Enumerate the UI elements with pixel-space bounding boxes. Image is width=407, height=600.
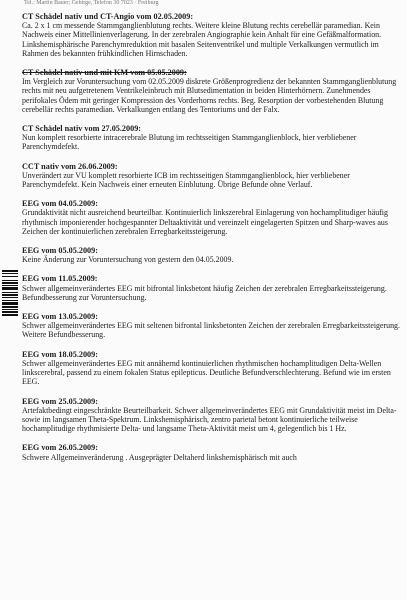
section-body: Grundaktivität nicht ausreichend beurteilbar. Kontinuierlich linkszerebral Einlagerung von hochamplitudiger häufig rhythmisch imponierender hochgespannter Deltaaktivität und vereinzelt eingelagerten Spitzen und Sharp-waves aus Zeichen der kontinuierlichen zerebralen Erregbarkeitssteigerung. xyxy=(22,208,388,236)
section-body: Ca. 2 x 1 cm messende Stammganglienblutung rechts. Weitere kleine Blutung rechts cerebellär paramedian. Kein Nachweis einer Mittellinienverlagerung. In der zerebralen Angiographie kein Anhalt für eine Gefäßmalformation. Linkshemisphärische Parenchymreduktion mit basalen Seitenventrikel und multiple Verkalkungen vermutlich im Rahmen des bekannten frühkindlichen Hirnschaden. xyxy=(22,21,382,58)
section-body: Unverändert zur VU komplett resorbierte ICB im rechtsseitigen Stammganglienblock, hier verbliebener Parenchymdefekt. Kein Nachweis einer erneuten Einblutung. Übrige Befunde ohne Verlauf. xyxy=(22,170,350,190)
section-heading: EEG vom 11.05.2009: xyxy=(22,274,98,284)
header-line: Tel.: Martin Bauer; Gebirge, Telefon 30 7023 · Freiburg xyxy=(24,0,159,6)
section-heading: EEG vom 26.05.2009: xyxy=(22,443,98,453)
report-section xyxy=(22,274,405,302)
report-section xyxy=(22,246,405,264)
section-body: Schwer allgemeinverändertes EEG mit seltenen bifrontal linksbetonten Zeichen der zerebralen Erregbarkeitssteigerung. Weitere Befundbesserung. xyxy=(22,321,400,340)
section-heading: CT Schädel nativ und CT-Angio vom 02.05.2009: xyxy=(22,12,194,21)
section-body: Schwere Allgemeinveränderung . Ausgeprägter Deltaherd linkshemisphärisch mit auch xyxy=(22,452,297,462)
report-section xyxy=(22,162,405,190)
section-body: Keine Änderung zur Voruntersuchung von gestern den 04.05.2009. xyxy=(22,255,234,265)
report-section xyxy=(22,124,405,152)
section-heading: EEG vom 13.05.2009: xyxy=(22,312,98,322)
section-body: Nun komplett resorbierte intracerebrale Blutung im rechtsseitigen Stammganglienblock, hier verbliebener Parenchymdefekt. xyxy=(22,133,357,152)
section-heading: EEG vom 05.05.2009: xyxy=(22,246,98,256)
report-section xyxy=(22,397,405,434)
section-heading: EEG vom 18.05.2009: xyxy=(22,349,98,359)
section-heading: EEG vom 04.05.2009: xyxy=(22,199,98,209)
report-body xyxy=(22,12,405,472)
report-section xyxy=(22,199,405,236)
section-body: Schwer allgemeinverändertes EEG mit annähernd kontinuierlichen rhythmischen hochamplitudigen Delta-Wellen linkscerebral, passend zu einem fokalen Status epilepticus. Deutliche Befundverschlechterung. Befund wie im ersten EEG. xyxy=(22,358,391,387)
barcode-bar xyxy=(2,316,18,317)
report-section xyxy=(22,12,405,58)
section-heading: CCT nativ vom 26.06.2009: xyxy=(22,161,118,171)
report-section xyxy=(22,312,405,340)
report-section xyxy=(22,443,405,461)
barcode xyxy=(2,270,18,334)
section-heading: CT Schädel nativ vom 27.05.2009: xyxy=(22,124,142,134)
report-section xyxy=(22,350,405,387)
section-heading: CT Schädel nativ und mit KM vom 05.05.2009: xyxy=(22,68,187,78)
section-body: Im Vergleich zur Voruntersuchung vom 02.05.2009 diskrete Größenprogredienz der bekannten Stammganglienblutung rechts mit neu aufgetretenem Ventrikeleinbruch mit Blutsedimentation in beiden Hinterhörnern. Zunehmendes perifokales Ödem mit geringer Kompression des Vorderhorns rechts. Beg. Resorption der vorbestehenden Blutung cerebellär rechts paramedian. Verkalkungen entlang des Tentoriums und der Falx. xyxy=(22,77,397,114)
section-body: Schwer allgemeinverändertes EEG mit bifrontal linksbetont häufig Zeichen der zerebralen Erregbarkeitssteigerung. Befundbesserung zur Voruntersuchung. xyxy=(22,283,387,302)
section-heading: EEG vom 25.05.2009: xyxy=(22,396,98,406)
report-section xyxy=(22,68,405,114)
section-body: Artefaktbedingt eingeschränkte Beurteilbarkeit. Schwer allgemeinverändertes EEG mit Grundaktivität meist im Delta- sowie im langsamen Theta-Spektrum. Linkshemisphärisch, zentro parietal betont kontinuierliche teilweise hochamplitudige rhythmisierte Delta- und langsame Theta-Aktivität meist um 4, gelegentlich bis 1 Hz. xyxy=(22,405,397,434)
